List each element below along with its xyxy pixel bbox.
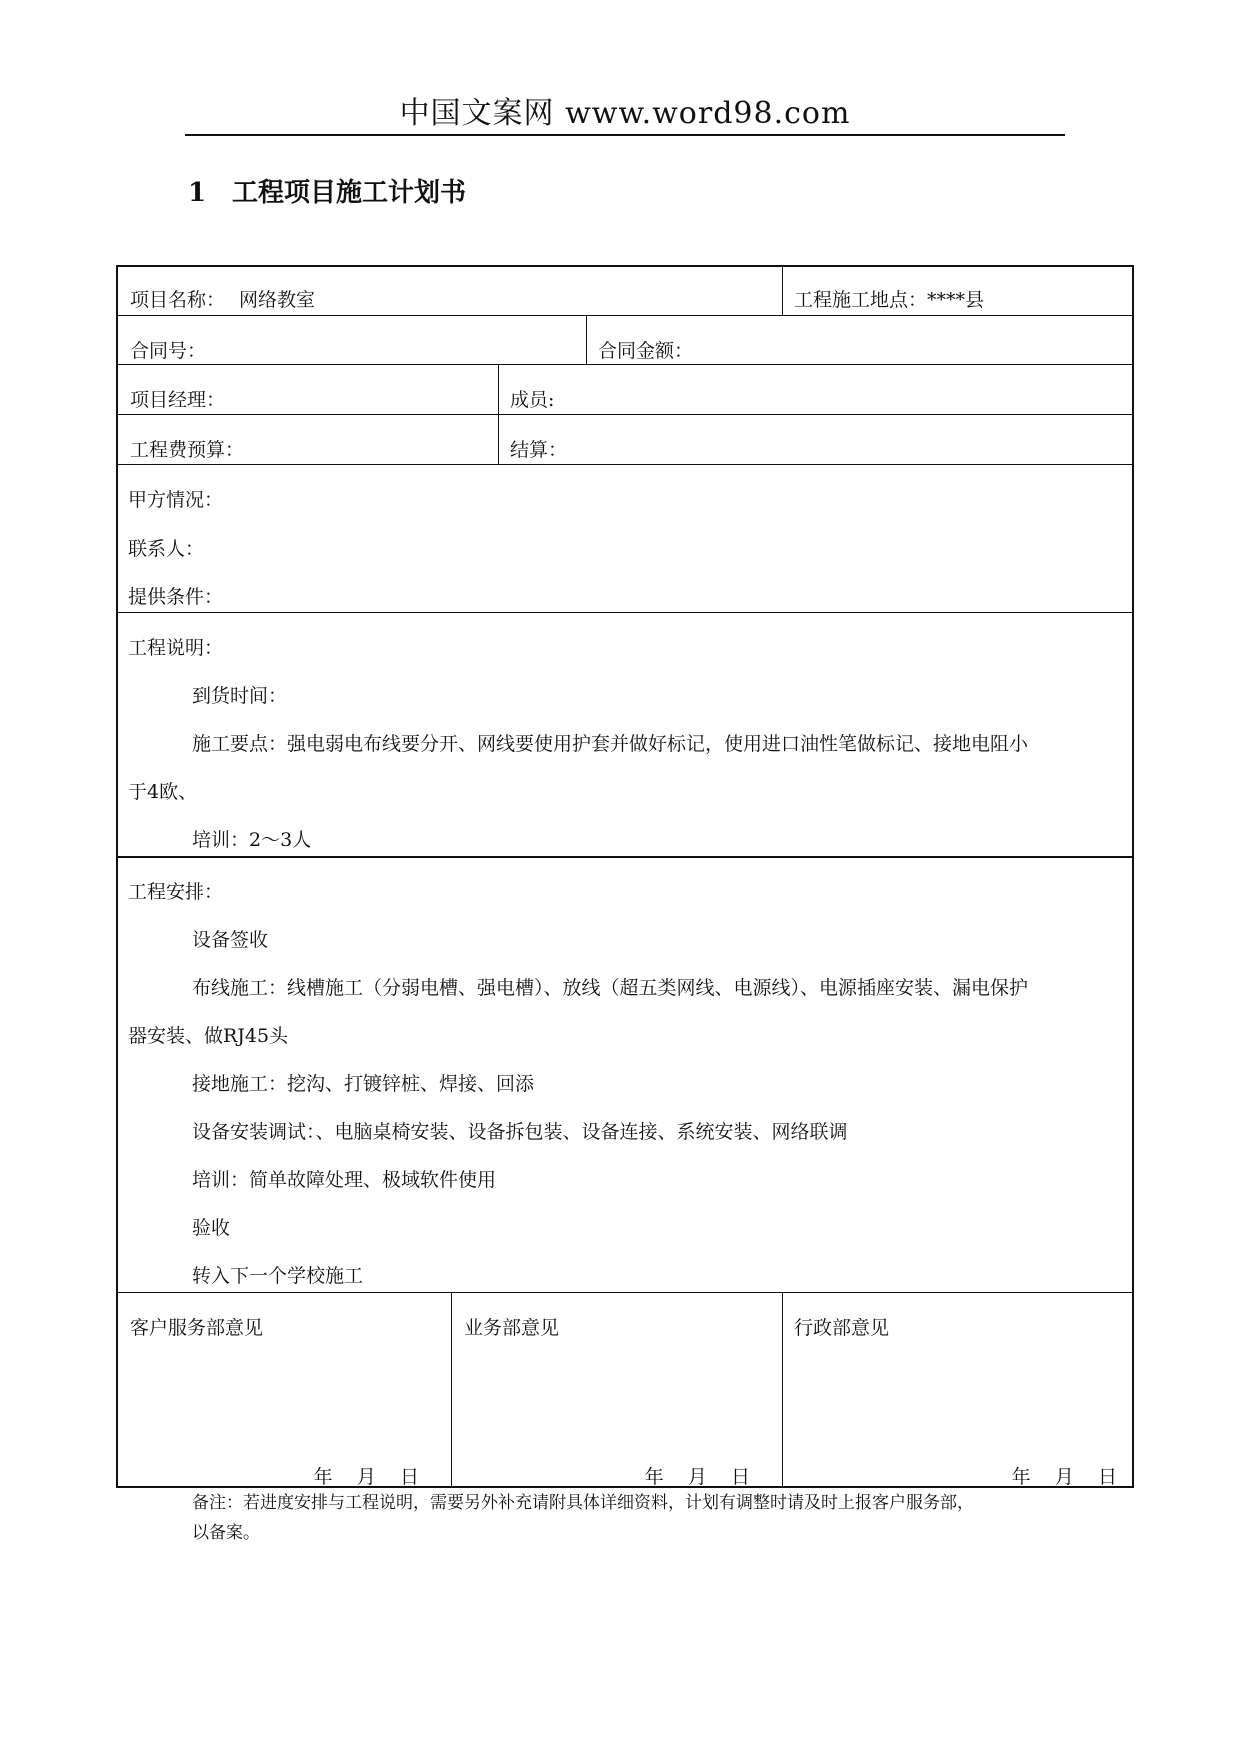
arrangement-heading: 工程安排： [128,881,224,903]
contact-label: 联系人： [128,538,205,560]
contract-amount-label: 合同金额： [598,340,694,362]
description-line: 培训：2～3人 [192,829,312,851]
business-dept-date: 年 月 日 [644,1466,750,1488]
arrangement-line: 设备安装调试：、电脑桌椅安装、设备拆包装、设备连接、系统安装、网络联调 [192,1121,848,1143]
title-number: 1 [188,178,207,208]
contract-no-label: 合同号： [130,340,207,362]
row-divider [116,612,1134,613]
row-divider [116,1292,1134,1293]
description-line: 施工要点：强电弱电布线要分开、网线要使用护套并做好标记，使用进口油性笔做标记、接地电阻小 [192,733,1029,755]
table-border-bottom [116,1486,1134,1488]
page-title [188,172,466,209]
arrangement-line: 接地施工：挖沟、打镀锌桩、焊接、回添 [192,1073,535,1095]
arrangement-line: 转入下一个学校施工 [192,1265,364,1287]
admin-dept-date: 年 月 日 [1011,1466,1117,1488]
row-divider [116,464,1134,465]
admin-dept-opinion-label: 行政部意见 [794,1317,890,1339]
site-label: 工程施工地点：****县 [794,289,985,311]
row-divider [116,856,1134,858]
row-divider [116,315,1134,316]
members-label: 成员: [510,389,555,411]
business-dept-opinion-label: 业务部意见 [464,1317,560,1339]
site-header: 中国文案网 www.word98.com [399,96,851,131]
settlement-label: 结算： [510,439,568,461]
budget-label: 工程费预算： [130,439,245,461]
row-divider [116,414,1134,415]
table-border-top [116,265,1134,267]
title-text: 工程项目施工计划书 [232,178,467,208]
conditions-label: 提供条件： [128,586,224,608]
arrangement-line: 设备签收 [192,929,269,951]
arrangement-line: 培训：简单故障处理、极域软件使用 [192,1169,497,1191]
table-border-right [1132,265,1134,1488]
row-divider [116,364,1134,365]
arrangement-line: 验收 [192,1217,231,1239]
project-name-cell [118,288,315,312]
arrangement-line: 器安装、做RJ45头 [128,1025,289,1047]
customer-service-opinion-label: 客户服务部意见 [130,1317,264,1339]
project-name-value: 网络教室 [239,289,316,311]
description-line: 于4欧、 [128,781,198,803]
arrangement-line: 布线施工：线槽施工（分弱电槽、强电槽）、放线（超五类网线、电源线）、电源插座安装、漏电保护 [192,977,1029,999]
customer-service-date: 年 月 日 [313,1466,419,1488]
description-heading: 工程说明： [128,637,224,659]
footnote-line-1: 备注：若进度安排与工程说明，需要另外补充请附具体详细资料，计划有调整时请及时上报客户服务部， [192,1493,974,1513]
manager-label: 项目经理： [130,389,226,411]
project-name-label: 项目名称： [130,289,226,311]
footnote-line-2: 以备案。 [192,1523,260,1543]
client-situation-label: 甲方情况： [128,489,224,511]
description-line: 到货时间： [192,685,288,707]
header-rule [185,134,1065,136]
